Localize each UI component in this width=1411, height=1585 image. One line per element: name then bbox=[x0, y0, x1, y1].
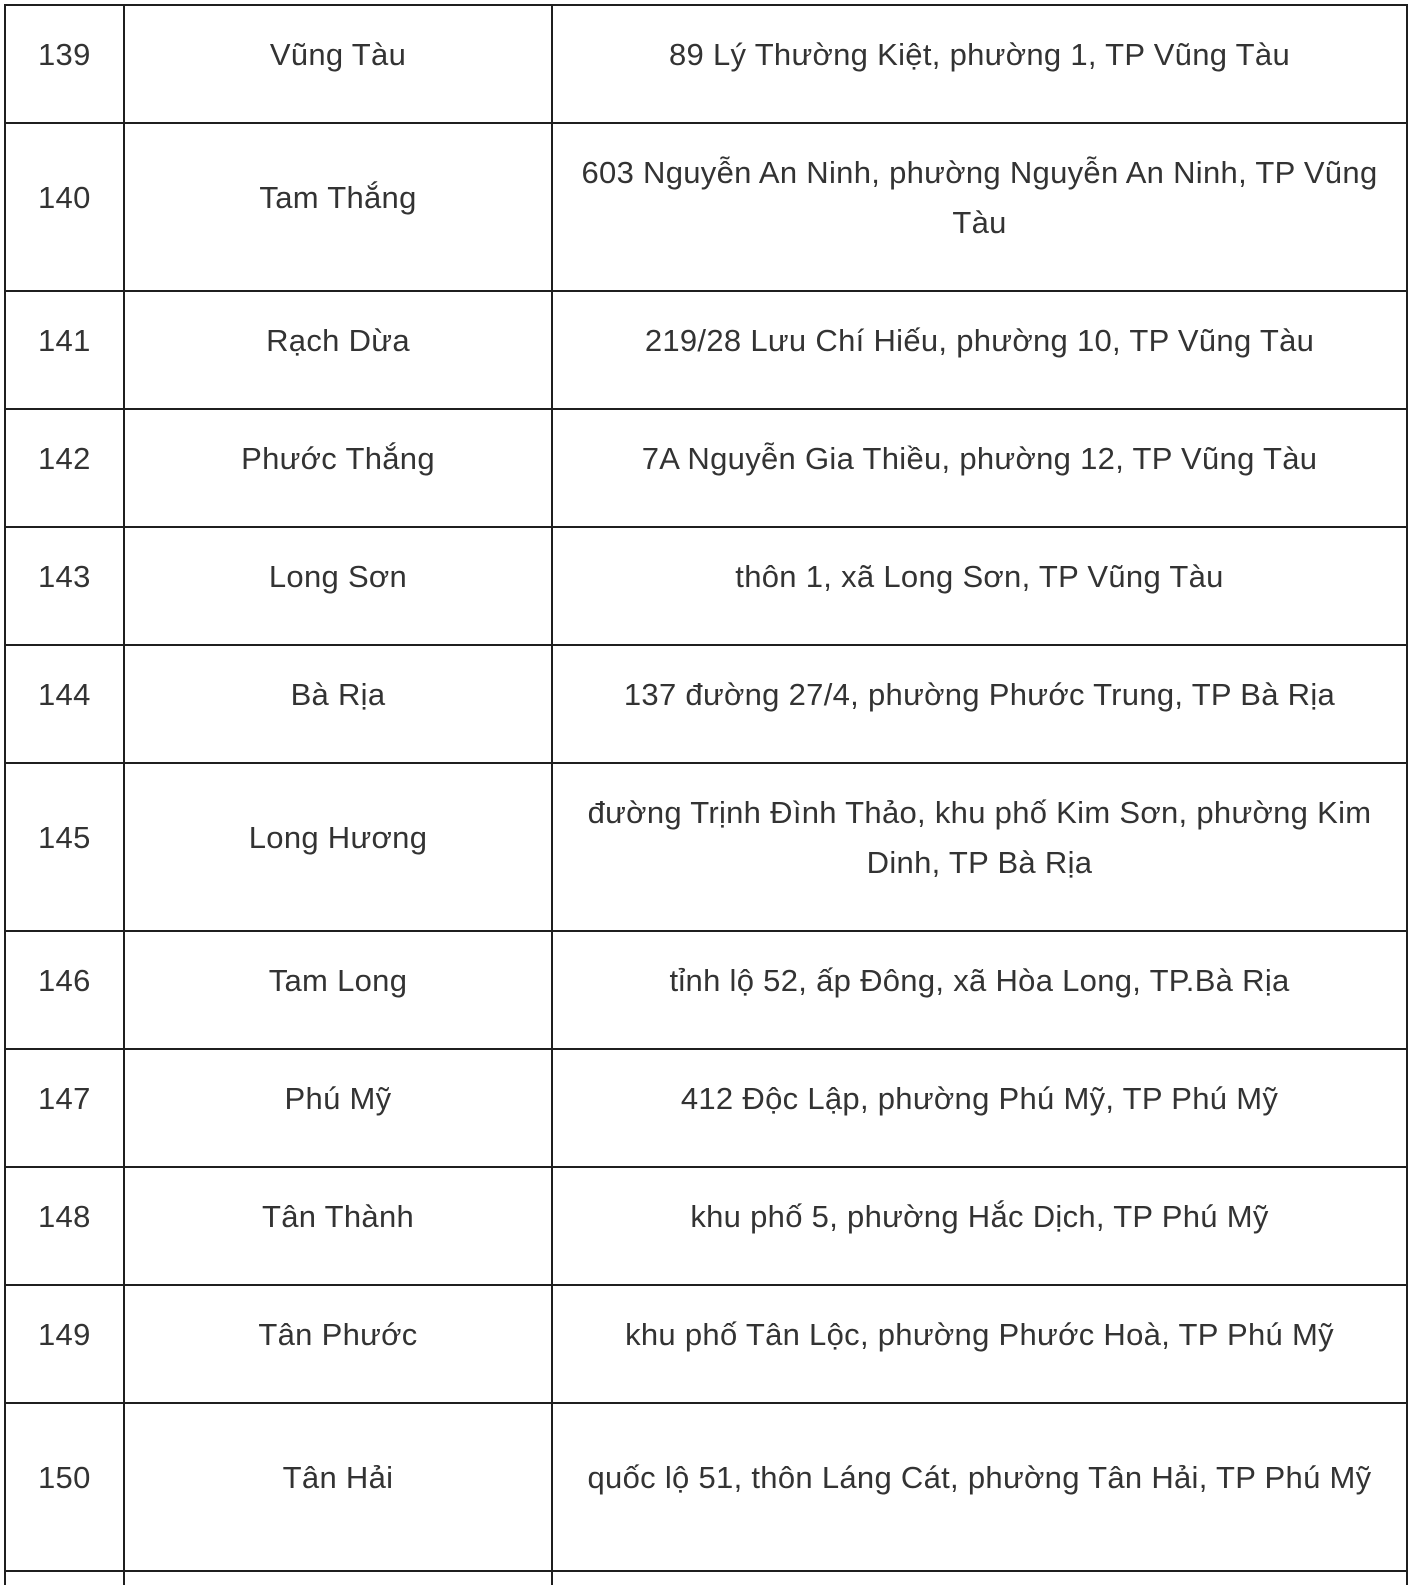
table-row bbox=[5, 645, 1407, 763]
station-address: 412 Độc Lập, phường Phú Mỹ, TP Phú Mỹ bbox=[552, 1049, 1407, 1167]
station-address: 219/28 Lưu Chí Hiếu, phường 10, TP Vũng Tàu bbox=[552, 291, 1407, 409]
row-number: 143 bbox=[5, 527, 124, 645]
row-number: 150 bbox=[5, 1403, 124, 1571]
table-row bbox=[5, 1403, 1407, 1571]
station-address: đường Trịnh Đình Thảo, khu phố Kim Sơn, phường Kim Dinh, TP Bà Rịa bbox=[552, 763, 1407, 931]
station-name: Bà Rịa bbox=[124, 645, 552, 763]
row-number: 141 bbox=[5, 291, 124, 409]
station-address: khu phố Tân Lộc, phường Phước Hoà, TP Phú Mỹ bbox=[552, 1285, 1407, 1403]
table-row bbox=[5, 527, 1407, 645]
row-number: 139 bbox=[5, 5, 124, 123]
table-row bbox=[5, 763, 1407, 931]
station-name: Phước Thắng bbox=[124, 409, 552, 527]
table-row bbox=[5, 291, 1407, 409]
table-row bbox=[5, 1049, 1407, 1167]
station-address: 603 Nguyễn An Ninh, phường Nguyễn An Ninh, TP Vũng Tàu bbox=[552, 123, 1407, 291]
station-name: Rạch Dừa bbox=[124, 291, 552, 409]
table-row bbox=[5, 409, 1407, 527]
table-row bbox=[5, 931, 1407, 1049]
row-number: 140 bbox=[5, 123, 124, 291]
station-name: Tân Hải bbox=[124, 1403, 552, 1571]
table-row bbox=[5, 1285, 1407, 1403]
station-address: thôn 1, xã Long Sơn, TP Vũng Tàu bbox=[552, 527, 1407, 645]
table-row bbox=[5, 1167, 1407, 1285]
station-name: Vũng Tàu bbox=[124, 5, 552, 123]
station-name: Tân Thành bbox=[124, 1167, 552, 1285]
station-name: Tam Long bbox=[124, 931, 552, 1049]
station-address: 7A Nguyễn Gia Thiều, phường 12, TP Vũng Tàu bbox=[552, 409, 1407, 527]
station-name: Long Hương bbox=[124, 763, 552, 931]
station-address: quốc lộ 51, thôn Láng Cát, phường Tân Hải, TP Phú Mỹ bbox=[552, 1403, 1407, 1571]
row-number: 148 bbox=[5, 1167, 124, 1285]
station-address bbox=[552, 1571, 1407, 1585]
station-name: Tam Thắng bbox=[124, 123, 552, 291]
row-number: 144 bbox=[5, 645, 124, 763]
row-number bbox=[5, 1571, 124, 1585]
row-number: 147 bbox=[5, 1049, 124, 1167]
station-name bbox=[124, 1571, 552, 1585]
station-address: 137 đường 27/4, phường Phước Trung, TP Bà Rịa bbox=[552, 645, 1407, 763]
police-station-table-container bbox=[4, 4, 1406, 1585]
row-number: 145 bbox=[5, 763, 124, 931]
police-station-table bbox=[4, 4, 1408, 1585]
station-address: tỉnh lộ 52, ấp Đông, xã Hòa Long, TP.Bà Rịa bbox=[552, 931, 1407, 1049]
station-name: Phú Mỹ bbox=[124, 1049, 552, 1167]
row-number: 146 bbox=[5, 931, 124, 1049]
table-row bbox=[5, 123, 1407, 291]
station-address: khu phố 5, phường Hắc Dịch, TP Phú Mỹ bbox=[552, 1167, 1407, 1285]
row-number: 149 bbox=[5, 1285, 124, 1403]
station-name: Long Sơn bbox=[124, 527, 552, 645]
row-number: 142 bbox=[5, 409, 124, 527]
station-address: 89 Lý Thường Kiệt, phường 1, TP Vũng Tàu bbox=[552, 5, 1407, 123]
table-row-partial bbox=[5, 1571, 1407, 1585]
station-name: Tân Phước bbox=[124, 1285, 552, 1403]
table-row bbox=[5, 5, 1407, 123]
